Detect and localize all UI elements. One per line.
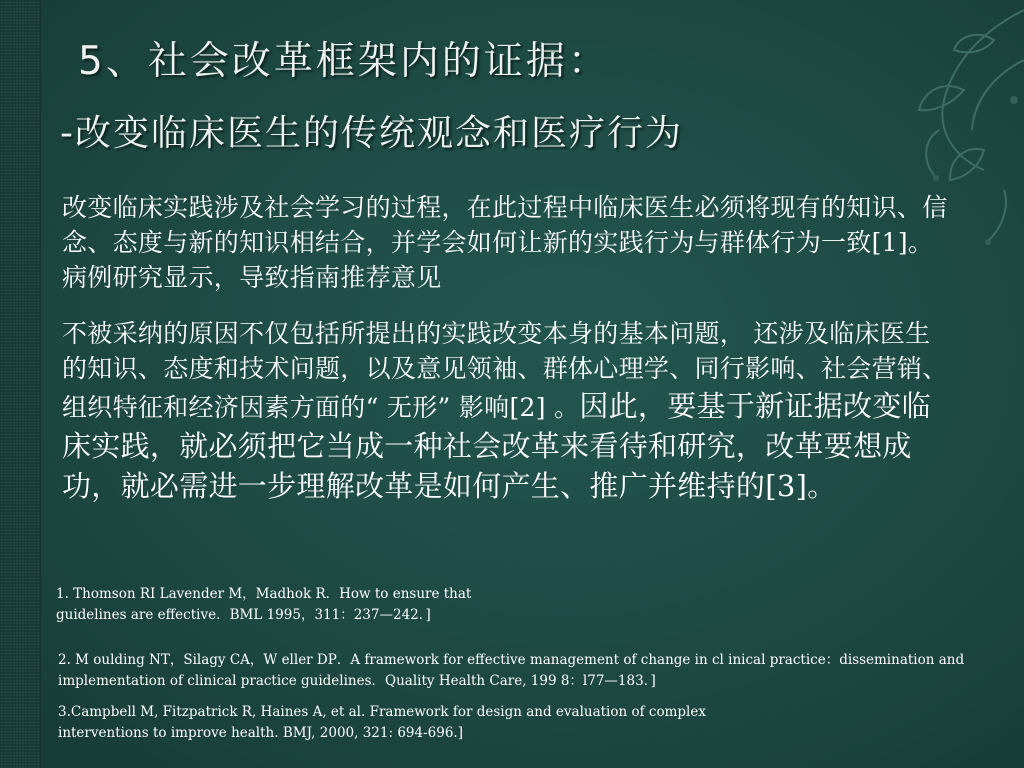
reference-1: 1. Thomson RI Lavender M，Madhok R．How to ensure that guidelines are effective．BML 1995，311：237—242．] [56,586,472,623]
body-paragraph-2 [62,316,952,506]
body-paragraph-1: 改变临床实践涉及社会学习的过程，在此过程中临床医生必须将现有的知识、信念、态度与新的知识相结合，并学会如何让新的实践行为与群体行为一致[1]。病例研究显示，导致指南推荐意见 [62,193,948,292]
slide-subtitle: -改变临床医生的传统观念和医疗行为 [60,113,683,154]
slide-title: 5、社会改革框架内的证据： [78,39,610,84]
textured-left-strip [0,0,41,768]
body-paragraph-2-part1: 不被采纳的原因不仅包括所提出的实践改变本身的基本问题， 还涉及临床医生的知识、态度和技术问题，以及意见领袖、群体心理学、同行影响、社会营销、组织特征和经济因素方面的“ 无形” 影响[2] 。 [62,319,948,422]
reference-2: 2. M oulding NT，Silagy CA，W eller DP．A framework for effective management of change in cl inical practice：dissemination and implementation of clinical practice guidelines．Quality Health Care, 199 8：l77—183．] [58,652,965,689]
body-paragraph-2-part2: 因此，要基于新证据改变临床实践，就必须把它当成一种社会改革来看待和研究，改革要想成功，就必需进一步理解改革是如何产生、推广并维持的[3]。 [62,389,931,503]
reference-3: 3.Campbell M, Fitzpatrick R, Haines A, et al. Framework for design and evaluation of complex interventions to improve health. BMJ, 2000, 321: 694-696.] [58,704,706,741]
